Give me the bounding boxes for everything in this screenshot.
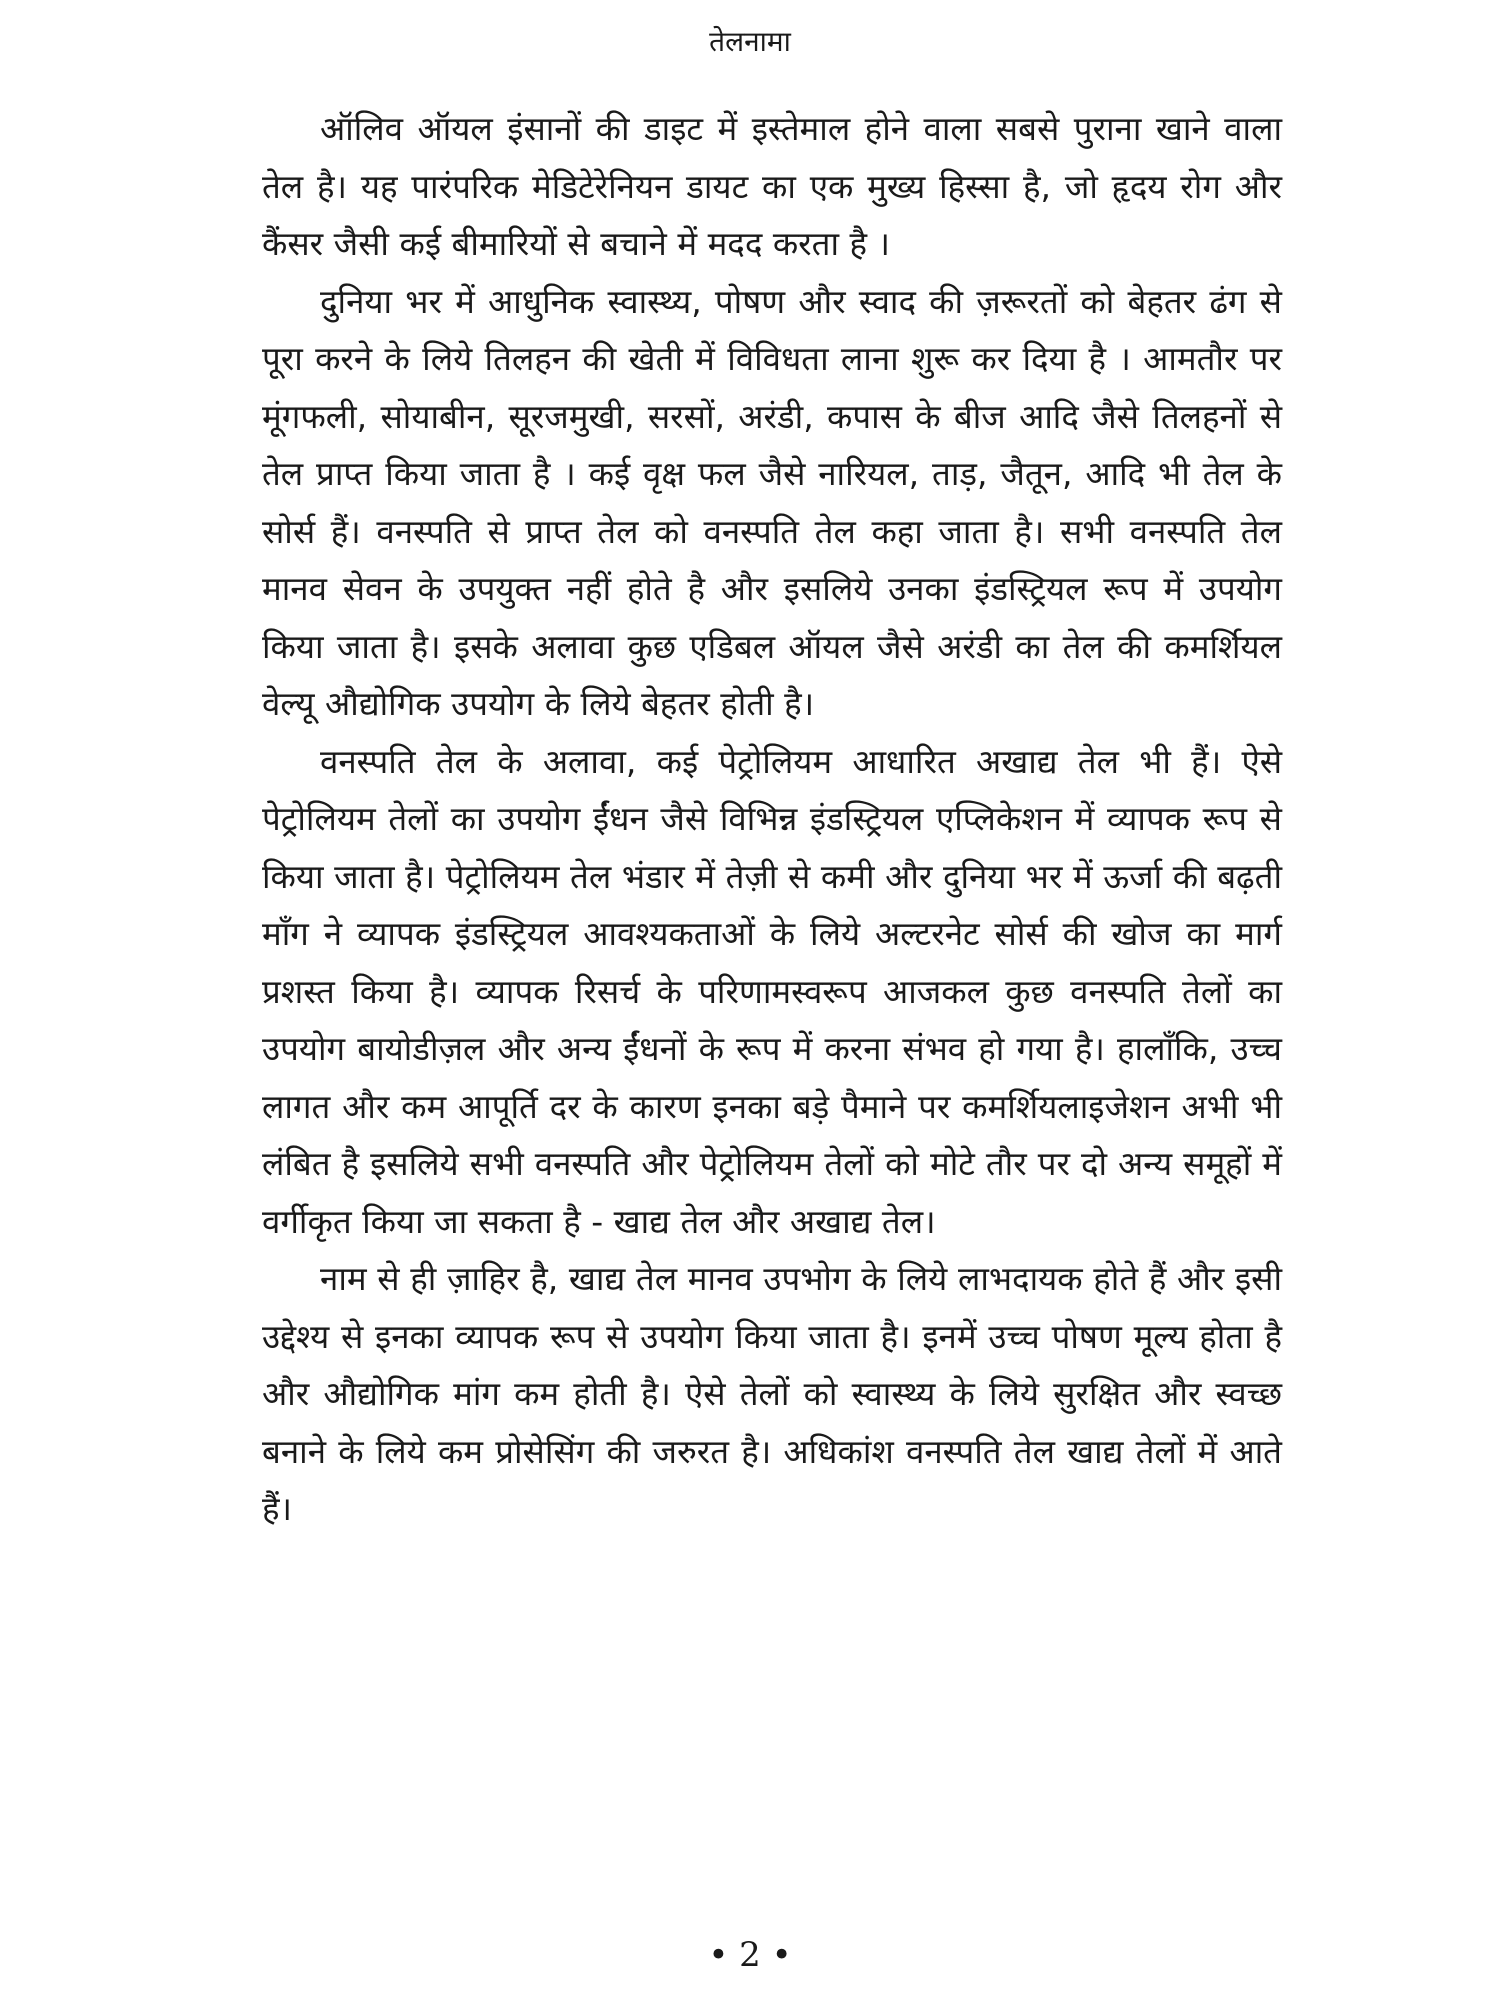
running-header: तेलनामा xyxy=(709,25,791,58)
paragraph-2: दुनिया भर में आधुनिक स्वास्थ्य, पोषण और स्वाद की ज़रूरतों को बेहतर ढंग से पूरा करने के लिये तिलहन की खेती में विविधता लाना शुरू कर दिया है । आमतौर पर मूंगफली, सोयाबीन, सूरजमुखी, सरसों, अरंडी, कपास के बीज आदि जैसे तिलहनों से तेल प्राप्त किया जाता है । कई वृक्ष फल जैसे नारियल, ताड़, जैतून, आदि भी तेल के सोर्स हैं। वनस्पति से प्राप्त तेल को वनस्पति तेल कहा जाता है। सभी वनस्पति तेल मानव सेवन के उपयुक्त नहीं होते है और इसलिये उनका इंडस्ट्रियल रूप में उपयोग किया जाता है। इसके अलावा कुछ एडिबल ऑयल जैसे अरंडी का तेल की कमर्शियल वेल्यू औद्योगिक उपयोग के लिये बेहतर होती है। xyxy=(262,281,1282,723)
body-text xyxy=(262,100,1282,1538)
paragraph-3: वनस्पति तेल के अलावा, कई पेट्रोलियम आधारित अखाद्य तेल भी हैं। ऐसे पेट्रोलियम तेलों का उपयोग ईंधन जैसे विभिन्न इंडस्ट्रियल एप्लिकेशन में व्यापक रूप से किया जाता है। पेट्रोलियम तेल भंडार में तेज़ी से कमी और दुनिया भर में ऊर्जा की बढ़ती माँग ने व्यापक इंडस्ट्रियल आवश्यकताओं के लिये अल्टरनेट सोर्स की खोज का मार्ग प्रशस्त किया है। व्यापक रिसर्च के परिणामस्वरूप आजकल कुछ वनस्पति तेलों का उपयोग बायोडीज़ल और अन्य ईंधनों के रूप में करना संभव हो गया है। हालाँकि, उच्च लागत और कम आपूर्ति दर के कारण इनका बड़े पैमाने पर कमर्शियलाइजेशन अभी भी लंबित है इसलिये सभी वनस्पति और पेट्रोलियम तेलों को मोटे तौर पर दो अन्य समूहों में वर्गीकृत किया जा सकता है - खाद्य तेल और अखाद्य तेल। xyxy=(262,741,1282,1241)
page-number: • 2 • xyxy=(708,1935,792,1975)
paragraph-1: ऑलिव ऑयल इंसानों की डाइट में इस्तेमाल होने वाला सबसे पुराना खाने वाला तेल है। यह पारंपरिक मेडिटेरेनियन डायट का एक मुख्य हिस्सा है, जो हृदय रोग और कैंसर जैसी कई बीमारियों से बचाने में मदद करता है । xyxy=(262,109,1282,263)
paragraph-4: नाम से ही ज़ाहिर है, खाद्य तेल मानव उपभोग के लिये लाभदायक होते हैं और इसी उद्देश्य से इनका व्यापक रूप से उपयोग किया जाता है। इनमें उच्च पोषण मूल्य होता है और औद्योगिक मांग कम होती है। ऐसे तेलों को स्वास्थ्य के लिये सुरक्षित और स्वच्छ बनाने के लिये कम प्रोसेसिंग की जरुरत है। अधिकांश वनस्पति तेल खाद्य तेलों में आते हैं। xyxy=(262,1259,1282,1528)
